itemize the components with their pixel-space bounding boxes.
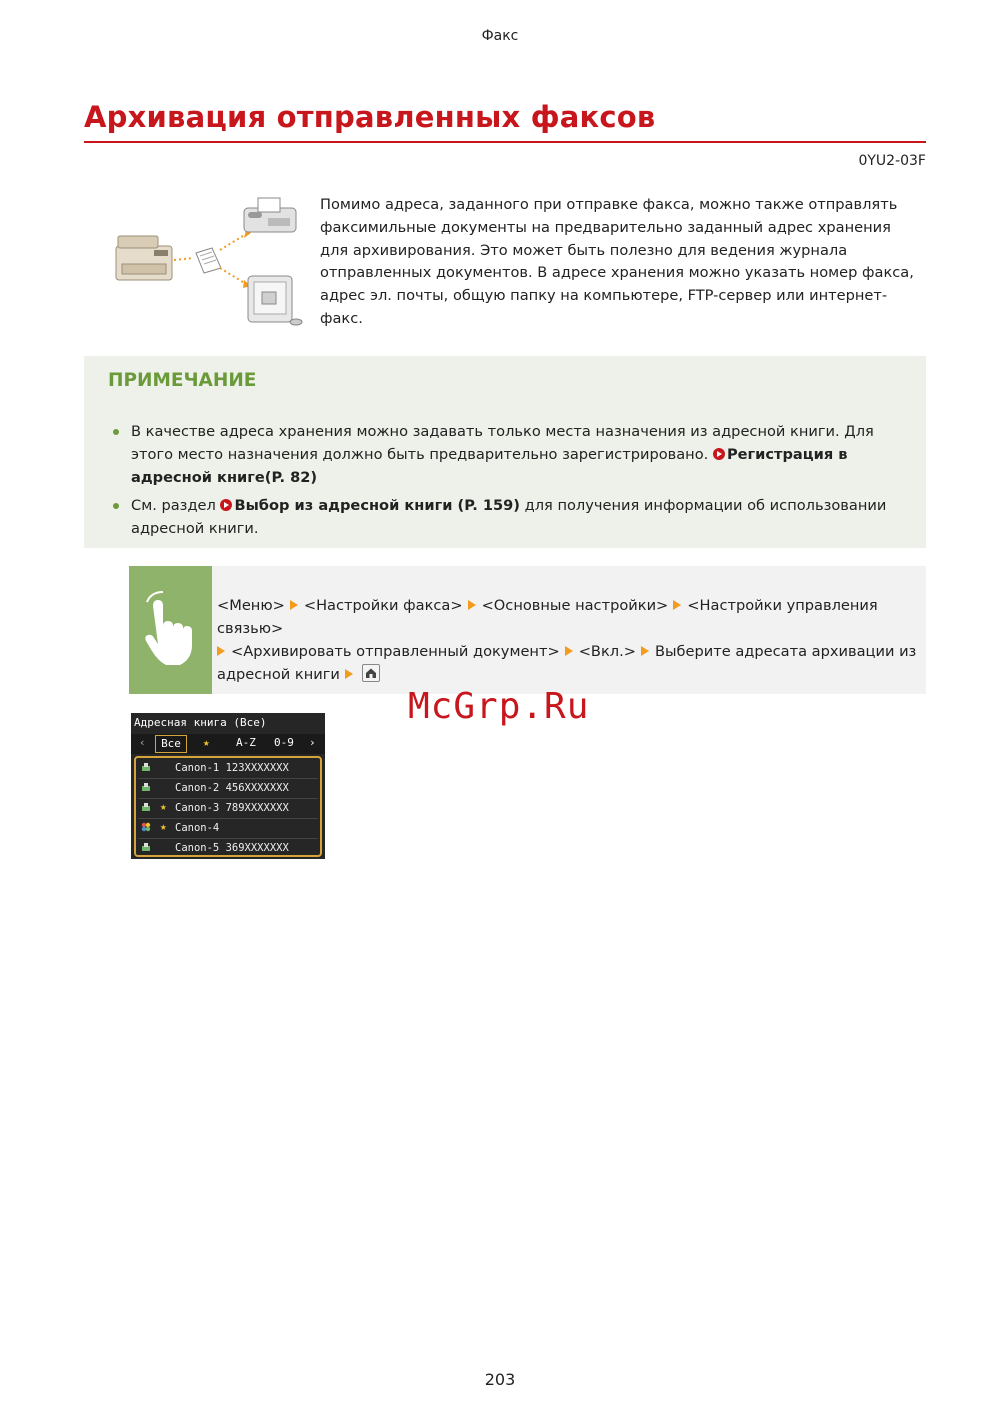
home-icon[interactable] <box>362 664 380 682</box>
fax-icon <box>141 762 151 772</box>
document-code: 0YU2-03F <box>858 153 926 169</box>
step-archive-sent-document[interactable]: <Архивировать отправленный документ> <box>231 643 560 660</box>
link-arrow-icon <box>713 448 725 460</box>
note-item-text: См. раздел <box>131 497 221 514</box>
computer-icon <box>248 276 302 325</box>
note-item-text: для получения информации об использовании адресной книги. <box>131 497 887 537</box>
printer-icon <box>116 236 172 280</box>
note-heading: ПРИМЕЧАНИЕ <box>108 370 257 391</box>
page-number: 203 <box>484 1370 516 1389</box>
entry-label: Canon-3 789XXXXXXX <box>175 802 289 814</box>
screen-tab-bar <box>131 734 325 754</box>
tab-a-z[interactable]: A-Z <box>236 736 256 749</box>
fax-archive-illustration <box>108 188 308 333</box>
list-item[interactable] <box>138 759 318 779</box>
tab-all[interactable]: Все <box>155 735 187 753</box>
star-icon: ★ <box>160 820 167 833</box>
page-title: Архивация отправленных факсов <box>84 100 656 134</box>
list-item[interactable] <box>138 839 318 858</box>
step-arrow-icon <box>673 600 681 610</box>
group-icon <box>141 822 151 832</box>
procedure-steps <box>217 594 917 686</box>
procedure-box <box>129 566 926 694</box>
step-arrow-icon <box>290 600 298 610</box>
note-item-text: В качестве адреса хранения можно задавать только места назначения из адресной книги. Для этого место назначения должно быть предварительно зарегистрировано. <box>131 423 874 463</box>
link-address-book-registration[interactable]: Регистрация в адресной книге(P. 82) <box>131 446 848 486</box>
step-menu[interactable]: <Меню> <box>217 597 285 614</box>
bullet-icon <box>113 503 119 509</box>
note-box <box>84 356 926 548</box>
screen-title: Адресная книга (Все) <box>134 716 267 729</box>
intro-paragraph: Помимо адреса, заданного при отправке факса, можно также отправлять факсимильные документы на предварительно заданный адрес хранения для архивирования. Это может быть полезно для ведения журнала отправленных документов. В адресе хранения можно указать номер факса, адрес эл. почты, общую папку на компьютере, FTP-сервер или интернет-факс. <box>320 196 914 327</box>
step-fax-settings[interactable]: <Настройки факса> <box>303 597 463 614</box>
step-basic-settings[interactable]: <Основные настройки> <box>481 597 669 614</box>
list-item[interactable] <box>138 799 318 819</box>
tab-prev-icon[interactable]: ‹ <box>139 736 146 749</box>
section-header: Факс <box>481 28 519 44</box>
step-arrow-icon <box>345 669 353 679</box>
step-arrow-icon <box>641 646 649 656</box>
bullet-icon <box>113 429 119 435</box>
fax-icon <box>141 842 151 852</box>
step-on[interactable]: <Вкл.> <box>578 643 636 660</box>
step-arrow-icon <box>565 646 573 656</box>
entry-label: Canon-2 456XXXXXXX <box>175 782 289 794</box>
list-item[interactable] <box>138 819 318 839</box>
step-select-archive-destination: Выберите адресата архивации из адресной книги <box>217 643 917 683</box>
link-select-from-address-book[interactable]: Выбор из адресной книги (P. 159) <box>234 497 520 514</box>
watermark: McGrp.Ru <box>408 686 590 727</box>
tab-0-9[interactable]: 0-9 <box>274 736 294 749</box>
note-item <box>131 420 901 489</box>
entry-label: Canon-5 369XXXXXXX <box>175 842 289 854</box>
fax-icon <box>141 802 151 812</box>
document-icon <box>196 248 221 273</box>
fax-machine-icon <box>244 198 296 232</box>
step-communication-settings[interactable]: <Настройки управления связью> <box>217 597 878 637</box>
address-list <box>134 756 322 857</box>
tab-next-icon[interactable]: › <box>309 736 316 749</box>
address-book-screen <box>131 713 325 859</box>
list-item[interactable] <box>138 779 318 799</box>
star-icon: ★ <box>160 800 167 813</box>
step-arrow-icon <box>217 646 225 656</box>
fax-icon <box>141 782 151 792</box>
note-item <box>131 494 901 540</box>
entry-label: Canon-1 123XXXXXXX <box>175 762 289 774</box>
tap-hand-icon <box>129 566 212 694</box>
entry-label: Canon-4 <box>175 822 220 834</box>
step-arrow-icon <box>468 600 476 610</box>
title-divider <box>84 141 926 143</box>
link-arrow-icon <box>220 499 232 511</box>
tab-favorites[interactable]: ★ <box>203 736 210 749</box>
